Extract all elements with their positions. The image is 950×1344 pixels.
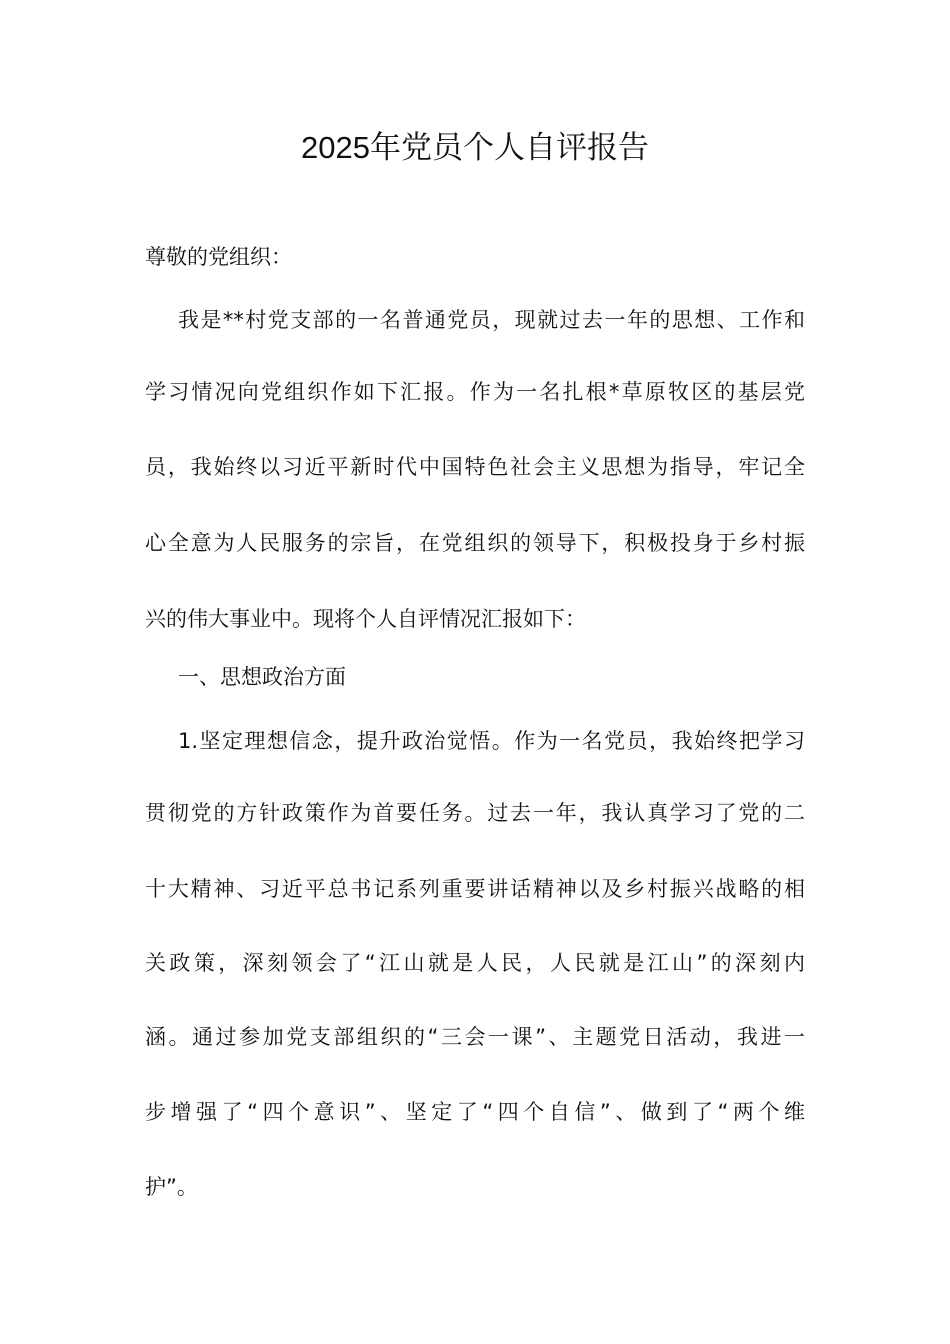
paragraph-line: 涵。通过参加党支部组织的“三会一课”、主题党日活动，我进一 xyxy=(145,1025,805,1049)
salutation: 尊敬的党组织： xyxy=(145,245,292,269)
paragraph-line: 护”。 xyxy=(145,1175,198,1199)
section-heading: 一、思想政治方面 xyxy=(178,665,346,689)
paragraph-line: 我是**村党支部的一名普通党员，现就过去一年的思想、工作和 xyxy=(178,308,805,332)
paragraph-line: 十大精神、习近平总书记系列重要讲话精神以及乡村振兴战略的相 xyxy=(145,877,805,901)
paragraph-line: 1.坚定理想信念，提升政治觉悟。作为一名党员，我始终把学习 xyxy=(178,729,805,753)
paragraph-line: 兴的伟大事业中。现将个人自评情况汇报如下： xyxy=(145,607,586,631)
paragraph-line: 步增强了“四个意识”、坚定了“四个自信”、做到了“两个维 xyxy=(145,1100,805,1124)
paragraph-line: 贯彻党的方针政策作为首要任务。过去一年，我认真学习了党的二 xyxy=(145,801,805,825)
paragraph-line: 关政策，深刻领会了“江山就是人民，人民就是江山”的深刻内 xyxy=(145,951,805,975)
document-title: 2025年党员个人自评报告 xyxy=(301,130,649,165)
paragraph-line: 员，我始终以习近平新时代中国特色社会主义思想为指导，牢记全 xyxy=(145,455,805,479)
paragraph-line: 心全意为人民服务的宗旨，在党组织的领导下，积极投身于乡村振 xyxy=(145,531,805,555)
paragraph-line: 学习情况向党组织作如下汇报。作为一名扎根*草原牧区的基层党 xyxy=(145,380,805,404)
